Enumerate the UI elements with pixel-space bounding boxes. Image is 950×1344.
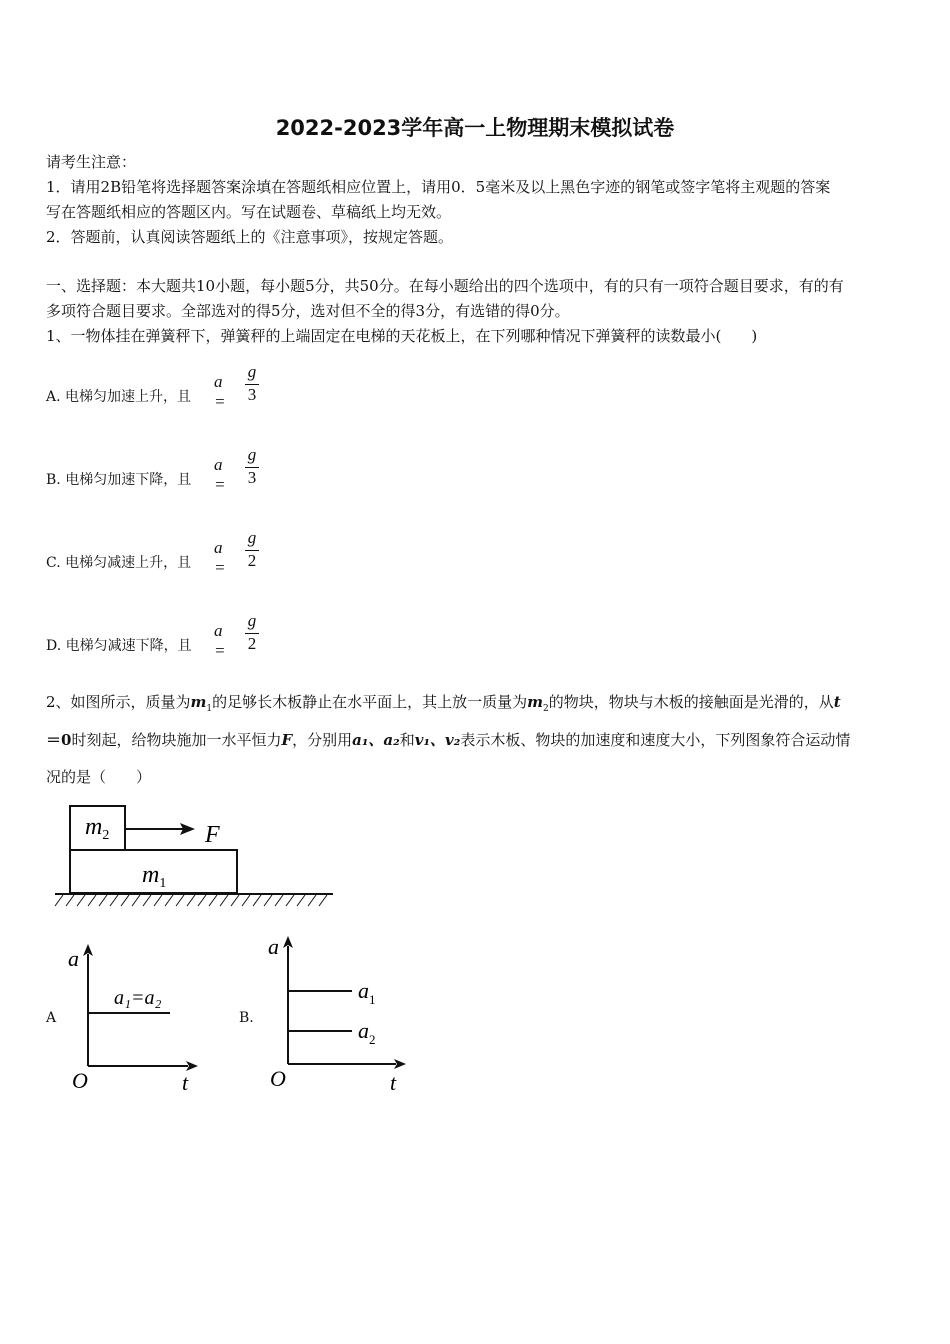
- q2-text: 的物块，物块与木板的接触面是光滑的，从: [548, 693, 834, 711]
- formula-denominator: 2: [247, 634, 257, 653]
- q1-option-a-text: A. 电梯匀加速上升，且: [46, 389, 192, 405]
- notice-item-1-line-2: 写在答题纸相应的答题区内。写在试题卷、草稿纸上均无效。: [46, 203, 452, 221]
- formula-numerator: g: [247, 611, 257, 630]
- label-m1: $m_1$: [142, 862, 167, 891]
- formula-denominator: 2: [247, 551, 257, 570]
- q2-text: ，分别用: [292, 731, 353, 749]
- section-intro-line-2: 多项符合题目要求。全部选对的得5分，选对但不全的得3分，有选错的得0分。: [46, 302, 570, 320]
- q2-text: 的足够长木板静止在水平面上，其上放一质量为: [212, 693, 528, 711]
- a2-label: $a_2$: [358, 1018, 376, 1047]
- notice-heading: 请考生注意：: [46, 153, 137, 171]
- question-2-line-3: 况的是（ ）: [46, 768, 152, 786]
- x-axis-label: t: [182, 1070, 189, 1095]
- formula-lhs: a =: [214, 455, 226, 494]
- var-m2-sub: 2: [543, 704, 549, 714]
- line-label: a₁=a₂: [114, 987, 162, 1009]
- notice-item-2: 2．答题前，认真阅读答题纸上的《注意事项》，按规定答题。: [46, 228, 454, 246]
- formula-lhs: a =: [214, 372, 226, 411]
- var-m2: m: [527, 693, 544, 711]
- x-axis-label: t: [390, 1070, 397, 1095]
- graph-a: [60, 940, 200, 1100]
- question-1-stem: 1、一物体挂在弹簧秤下，弹簧秤的上端固定在电梯的天花板上，在下列哪种情况下弹簧秤的读数最小( ): [46, 327, 758, 345]
- formula-numerator: g: [247, 528, 257, 547]
- var-v1-v2: v₁、v₂: [414, 731, 461, 749]
- q1-option-b-text: B. 电梯匀加速下降，且: [46, 472, 192, 488]
- section-intro-line-1: 一、选择题：本大题共10小题，每小题5分，共50分。在每小题给出的四个选项中，有的只有一项符合题目要求，有的有: [46, 277, 844, 295]
- var-a1-a2: a₁、a₂: [352, 731, 400, 749]
- graph-a-label: A: [46, 1010, 57, 1026]
- var-t: t: [833, 693, 841, 711]
- formula-lhs: a =: [214, 621, 226, 660]
- q2-text: 表示木板、物块的加速度和速度大小，下列图象符合运动情: [460, 731, 851, 749]
- q1-option-c-text: C. 电梯匀减速上升，且: [46, 555, 192, 571]
- block-diagram: [50, 800, 340, 915]
- a1-label: $a_1$: [358, 978, 376, 1007]
- graph-b: [260, 930, 410, 1100]
- var-m1: m: [190, 693, 207, 711]
- formula-denominator: 3: [247, 385, 257, 404]
- y-axis-label: a: [268, 934, 279, 959]
- q2-text: ＝0: [46, 731, 72, 749]
- question-2-line-2: [46, 728, 850, 753]
- formula-numerator: g: [247, 362, 257, 381]
- origin-label: O: [72, 1068, 88, 1093]
- ground-hatching: [55, 895, 327, 906]
- notice-item-1-line-1: 1．请用2B铅笔将选择题答案涂填在答题纸相应位置上，请用0．5毫米及以上黑色字迹的钢笔或签字笔将主观题的答案: [46, 178, 831, 196]
- formula-denominator: 3: [247, 468, 257, 487]
- page-title: 2022-2023学年高一上物理期末模拟试卷: [275, 116, 675, 140]
- formula-numerator: g: [247, 445, 257, 464]
- origin-label: O: [270, 1066, 286, 1091]
- y-axis-label: a: [68, 946, 79, 971]
- q2-text: 时刻起，给物块施加一水平恒力: [71, 731, 282, 749]
- question-2-line-1: [46, 690, 841, 722]
- var-m1-sub: 1: [206, 704, 213, 714]
- graph-b-label: B.: [239, 1010, 254, 1026]
- label-f: F: [205, 822, 220, 848]
- var-f: F: [281, 731, 293, 749]
- q1-option-d-text: D. 电梯匀减速下降，且: [46, 638, 192, 654]
- label-m2: $m_2$: [85, 814, 110, 843]
- q2-text: 2、如图所示，质量为: [46, 693, 191, 711]
- formula-lhs: a =: [214, 538, 226, 577]
- q2-text: 和: [399, 731, 415, 749]
